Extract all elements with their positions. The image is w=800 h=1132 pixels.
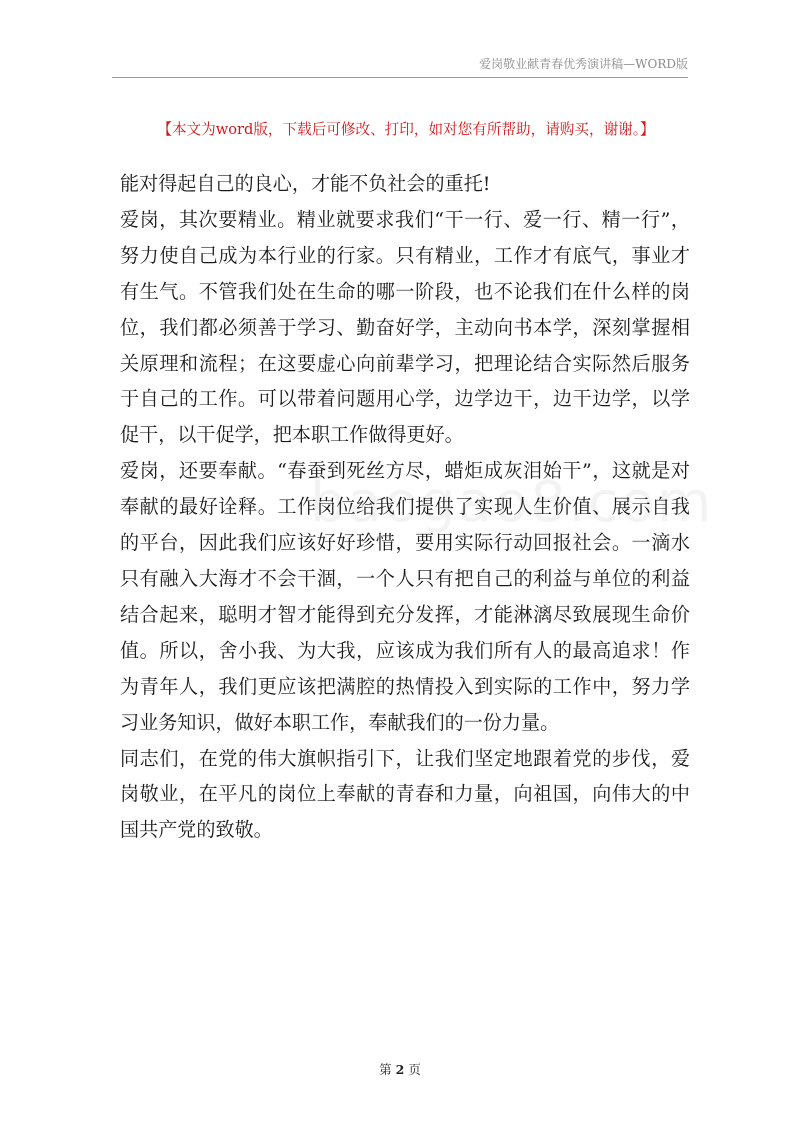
page-prefix: 第 bbox=[379, 1062, 392, 1077]
running-header: 爱岗敬业献青春优秀演讲稿—WORD版 bbox=[479, 57, 688, 71]
paragraph-2: 爱岗，其次要精业。精业就要求我们“干一行、爱一行、精一行”，努力使自己成为本行业的行家。只有精业，工作才有底气，事业才有生气。不管我们处在生命的哪一阶段，也不论我们在什么样的岗位，我们都必须善于学习、勤奋好学，主动向书本学，深刻掌握相关原理和流程；在这要虚心向前辈学习，把理论结合实际然后服务于自己的工作。可以带着问题用心学，边学边干，边干边学，以学促干，以干促学，把本职工作做得更好。 bbox=[120, 207, 690, 447]
purchase-notice: 【本文为word版，下载后可修改、打印，如对您有所帮助，请购买，谢谢。】 bbox=[157, 121, 655, 138]
page-number: 2 bbox=[395, 1062, 405, 1077]
page-footer bbox=[0, 1060, 800, 1078]
paragraph-3: 爱岗，还要奉献。“春蚕到死丝方尽，蜡炬成灰泪始干”，这就是对奉献的最好诠释。工作岗位给我们提供了实现人生价值、展示自我的平台，因此我们应该好好珍惜，要用实际行动回报社会。一滴水只有融入大海才不会干涸，一个人只有把自己的利益与单位的利益结合起来，聪明才智才能得到充分发挥，才能淋漓尽致展现生命价值。所以，舍小我、为大我，应该成为我们所有人的最高追求！作为青年人，我们更应该把满腔的热情投入到实际的工作中，努力学习业务知识，做好本职工作，奉献我们的一份力量。 bbox=[120, 459, 690, 734]
header-divider bbox=[112, 77, 688, 78]
paragraph-4: 同志们，在党的伟大旗帜指引下，让我们坚定地跟着党的步伐，爱岗敬业，在平凡的岗位上奉献的青春和力量，向祖国，向伟大的中国共产党的致敬。 bbox=[120, 746, 690, 842]
paragraph-1: 能对得起自己的良心，才能不负社会的重托! bbox=[120, 172, 491, 195]
page-suffix: 页 bbox=[408, 1062, 421, 1077]
document-body bbox=[120, 166, 690, 848]
